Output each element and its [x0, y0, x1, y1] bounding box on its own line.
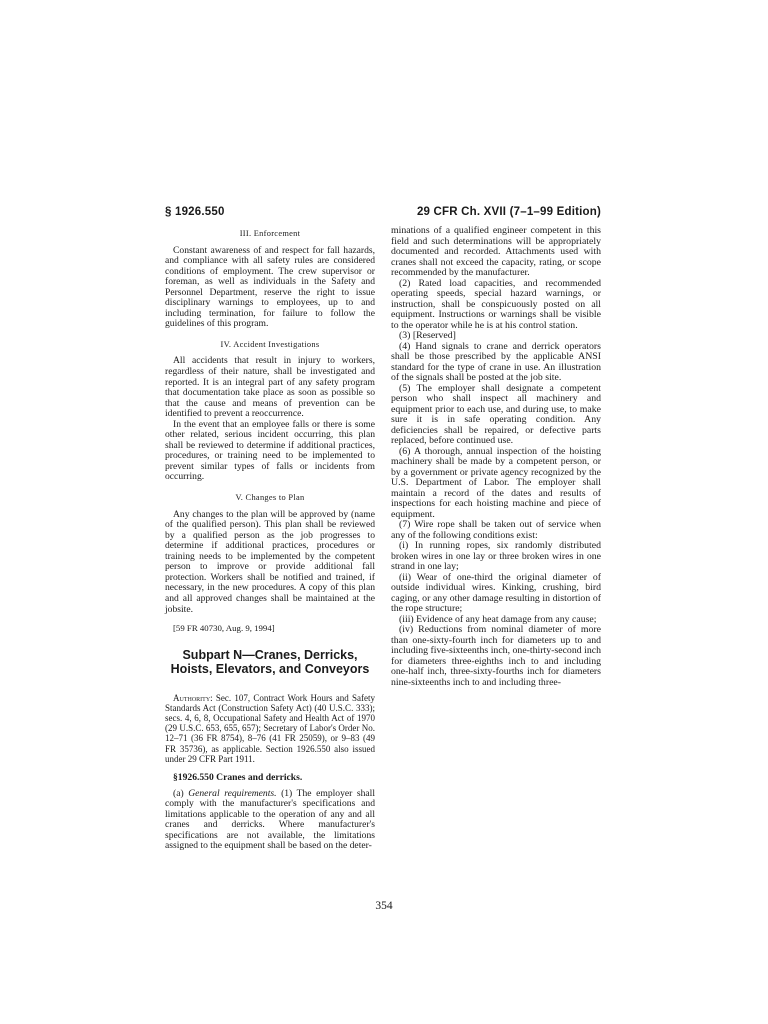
accident-paragraph-1: All accidents that result in injury to workers, regardless of their nature, shall be investigated and reported. It is an integral part of any safety program that documentation take place as soon as possible so that the cause and means of prevention can be identified to prevent a reoccurrence.	[165, 355, 375, 420]
enforcement-heading: III. Enforcement	[239, 229, 301, 238]
subpart-title-line-1: Subpart N—Cranes, Derricks,	[182, 647, 358, 662]
enforcement-paragraph: Constant awareness of and respect for fall hazards, and compliance with all safety rules are considered conditions of employment. The crew supervisor or foreman, as well as individuals in the Safety and Personnel Department, reserve the right to issue disciplinary warnings to employees, up to and including termination, for failure to follow the guidelines of this program.	[165, 244, 375, 330]
subpart-title-line-2: Hoists, Elevators, and Conveyors	[170, 662, 370, 677]
authority-text: Sec. 107, Contract Work Hours and Safety Standards Act (Construction Safety Act) (40 U.S.C. 333); secs. 4, 6, 8, Occupational Safety and Health Act of 1970 (29 U.S.C. 653, 655, 657); Secretary of Labor's Order No. 12–71 (36 FR 8754), 8–76 (41 FR 25059), or 9–83 (49 FR 35736), as applicable. Section 1926.550 also issued under 29 CFR Part 1911.	[165, 692, 375, 764]
accident-heading: IV. Accident Investigations	[220, 339, 320, 349]
section-title	[165, 773, 375, 784]
general-requirements-text: (1) The employer shall comply with the manufacturer's specifications and limitations applicable to the operation of any and all cranes and derricks. Where manufacturer's specifications are not available, the limitations assigned to the equipment shall be based on the deter-	[165, 787, 376, 852]
paragraph-4: (4) Hand signals to crane and derrick operators shall be those prescribed by the applicable ANSI standard for the type of crane in use. An illustration of the signals shall be posted at the job site.	[391, 340, 601, 383]
section-title-text: §1926.550 Cranes and derricks.	[173, 772, 303, 784]
accident-paragraph-2: In the event that an employee falls or there is some other related, serious incident occurring, this plan shall be reviewed to determine if additional practices, procedures, or training need to be implemented to prevent similar types of falls or incidents from occurring.	[165, 418, 375, 483]
subpart-title	[165, 648, 375, 677]
paragraph-3: (3) [Reserved]	[399, 330, 456, 341]
authority-paragraph	[165, 693, 375, 764]
paragraph-7: (7) Wire rope shall be taken out of service when any of the following conditions exist:	[391, 519, 601, 541]
paragraph-5: (5) The employer shall designate a competent person who shall inspect all machinery and equipment prior to each use, and during use, to make sure it is in safe operating condition. Any deficiencies shall be repaired, or defective parts replaced, before continued use.	[391, 382, 601, 446]
page-number: 354	[375, 900, 393, 912]
paragraph-7-ii: (ii) Wear of one-third the original diameter of outside individual wires. Kinking, crushing, bird caging, or any other damage resulting in distortion of the rope structure;	[391, 571, 601, 614]
paragraph-7-iii: (iii) Evidence of any heat damage from any cause;	[399, 613, 597, 625]
left-column	[165, 226, 375, 852]
running-header-section: § 1926.550	[165, 206, 225, 218]
paragraph-7-i: (i) In running ropes, six randomly distributed broken wires in one lay or three broken wires in one strand in one lay;	[391, 540, 601, 572]
changes-heading: V. Changes to Plan	[235, 493, 305, 503]
general-lead: (a)	[173, 787, 189, 799]
authority-label: Authority:	[173, 692, 213, 703]
paragraph-6: (6) A thorough, annual inspection of the hoisting machinery shall be made by a competent person, or by a government or private agency recognized by the U.S. Department of Labor. The employer shall maintain a record of the dates and results of inspections for each hoisting machine and piece of equipment.	[391, 445, 601, 520]
running-header-source: 29 CFR Ch. XVII (7–1–99 Edition)	[416, 206, 601, 218]
paragraph-2: (2) Rated load capacities, and recommended operating speeds, special hazard warnings, or instruction, shall be conspicuously posted on all equipment. Instructions or warnings shall be visible to the operator while he is at his control station.	[391, 277, 601, 331]
continued-paragraph: minations of a qualified engineer competent in this field and such determinations will be appropriately documented and recorded. Attachments used with cranes shall not exceed the capacity, rating, or scope recommended by the manufacturer.	[391, 225, 601, 278]
federal-register-citation: [59 FR 40730, Aug. 9, 1994]	[173, 623, 275, 634]
general-requirements-paragraph	[165, 789, 375, 852]
right-column	[391, 226, 601, 688]
changes-paragraph: Any changes to the plan will be approved by (name of the qualified person). This plan shall be reviewed by a qualified person as the job progresses to determine if additional practices, procedures or training needs to be implemented by the competent person to improve or provide additional fall protection. Workers shall be notified and trained, if necessary, in the new procedures. A copy of this plan and all approved changes shall be maintained at the jobsite.	[165, 508, 375, 615]
general-requirements-heading: General requirements.	[188, 787, 277, 799]
paragraph-7-iv: (iv) Reductions from nominal diameter of more than one-sixty-fourth inch for diameters up to and including five-sixteenths inch, one-thirty-second inch for diameters three-eighths inch to and including one-half inch, three-sixty-fourths inch for diameters nine-sixteenths inch to and including three-	[391, 624, 601, 688]
